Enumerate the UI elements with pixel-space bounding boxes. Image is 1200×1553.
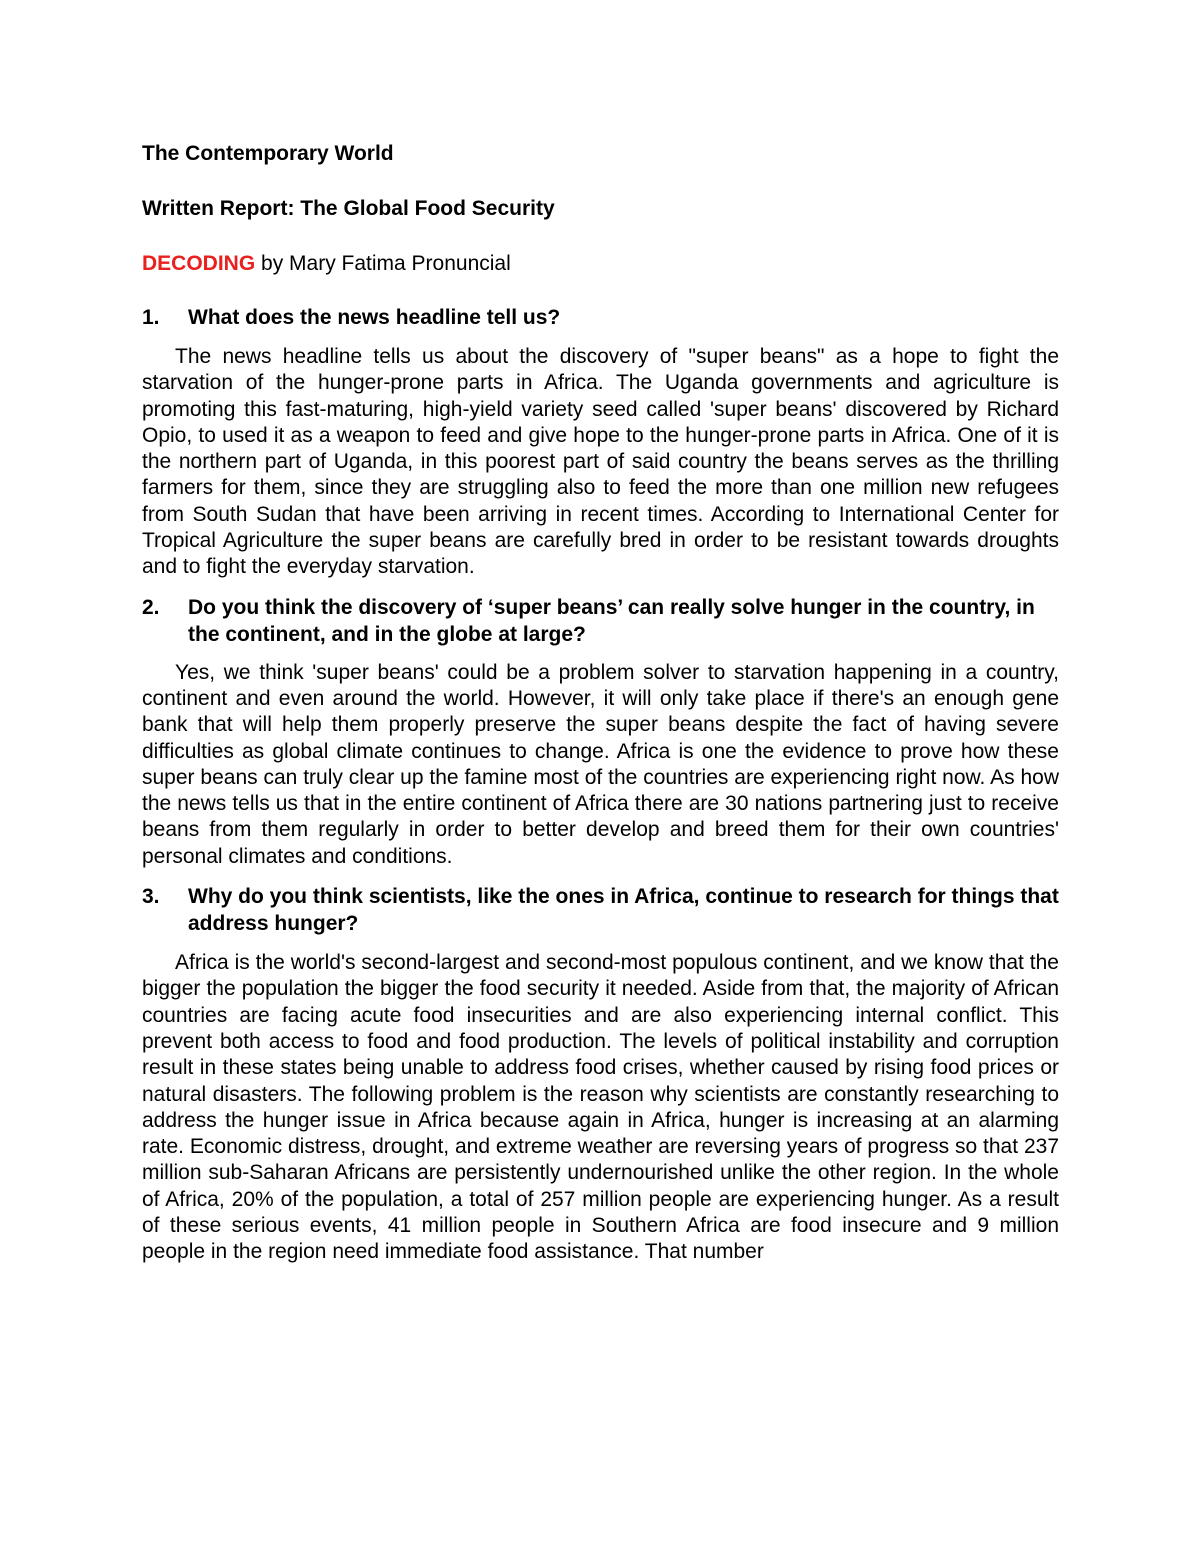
question-1 xyxy=(142,304,1059,331)
question-text: What does the news headline tell us? xyxy=(188,306,561,329)
author-name: by Mary Fatima Pronuncial xyxy=(255,252,511,275)
question-text: Do you think the discovery of ‘super beans’ can really solve hunger in the country, in the continent, and in the globe at large? xyxy=(188,595,1035,646)
course-title: The Contemporary World xyxy=(142,142,394,165)
answer-2: Yes, we think 'super beans' could be a problem solver to starvation happening in a country, continent and even around the world. However, it will only take place if there's an enough gene bank that will help them properly preserve the super beans despite the fact of having severe difficulties as global climate continues to change. Africa is one the evidence to prove how these super beans can truly clear up the famine most of the countries are experiencing right now. As how the news tells us that in the entire continent of Africa there are 30 nations partnering just to receive beans from them regularly in order to better develop and breed them for their own countries' personal climates and conditions. xyxy=(142,660,1059,868)
question-number: 1. xyxy=(142,306,160,329)
question-number: 2. xyxy=(142,595,160,619)
question-text: Why do you think scientists, like the ones in Africa, continue to research for things that address hunger? xyxy=(188,885,1059,936)
decoding-label: DECODING xyxy=(142,252,256,275)
document-page xyxy=(142,136,1059,1266)
question-number: 3. xyxy=(142,885,160,909)
byline xyxy=(142,250,1059,278)
question-3 xyxy=(142,883,1059,937)
question-2 xyxy=(142,594,1059,648)
report-title: Written Report: The Global Food Security xyxy=(142,197,555,220)
answer-3: Africa is the world's second-largest and second-most populous continent, and we know that the bigger the population the bigger the food security it needed. Aside from that, the majority of African countries are facing acute food insecurities and are also experiencing internal conflict. This prevent both access to food and food production. The levels of political instability and corruption result in these states being unable to address food crises, whether caused by rising food prices or natural disasters. The following problem is the reason why scientists are constantly researching to address the hunger issue in Africa because again in Africa, hunger is increasing at an alarming rate. Economic distress, drought, and extreme weather are reversing years of progress so that 237 million sub-Saharan Africans are persistently undernourished unlike the other region. In the whole of Africa, 20% of the population, a total of 257 million people are experiencing hunger. As a result of these serious events, 41 million people in Southern Africa are food insecure and 9 million people in the region need immediate food assistance. That number xyxy=(142,951,1059,1264)
answer-1: The news headline tells us about the discovery of "super beans" as a hope to fight the starvation of the hunger-prone parts in Africa. The Uganda governments and agriculture is promoting this fast-maturing, high-yield variety seed called 'super beans' discovered by Richard Opio, to used it as a weapon to feed and give hope to the hunger-prone parts in Africa. One of it is the northern part of Uganda, in this poorest part of said country the beans serves as the thrilling farmers for them, since they are struggling also to feed the more than one million new refugees from South Sudan that have been arriving in recent times. According to International Center for Tropical Agriculture the super beans are carefully bred in order to be resistant towards droughts and to fight the everyday starvation. xyxy=(142,345,1059,579)
